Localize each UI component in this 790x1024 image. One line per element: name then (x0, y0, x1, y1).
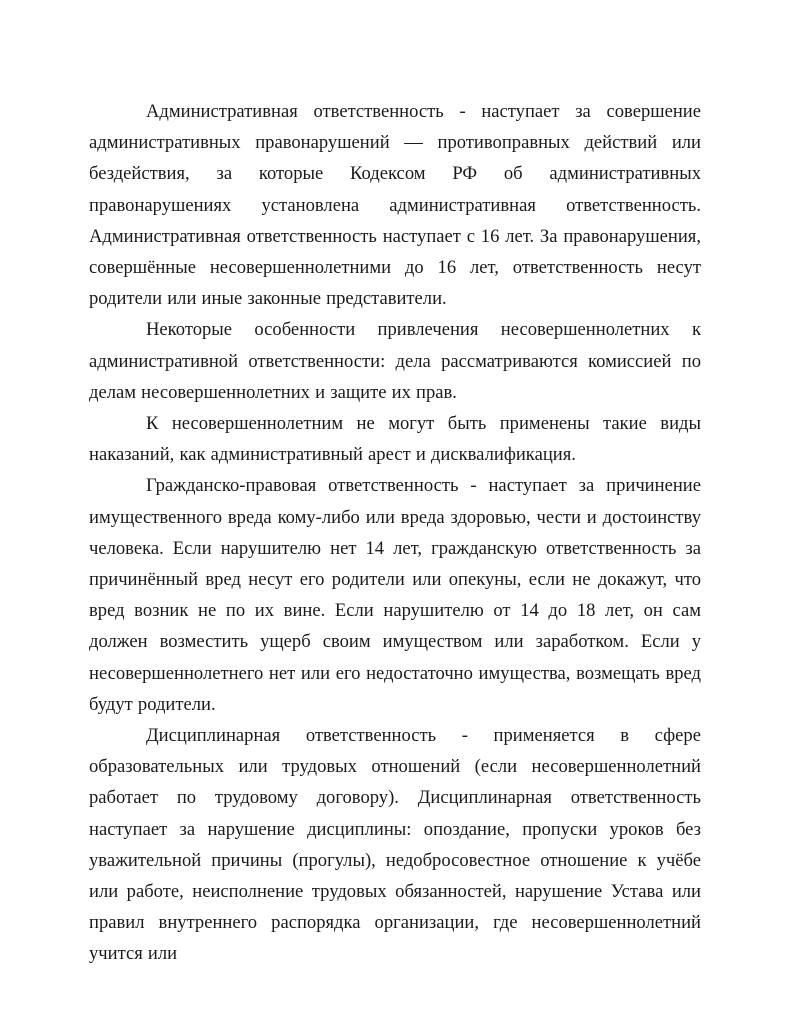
paragraph-minors-features: Некоторые особенности привлечения несовершеннолетних к административной ответственности: дела рассматриваются комиссией по делам несовершеннолетних и защите их прав. (89, 319, 701, 403)
document-body (89, 96, 701, 970)
paragraph-administrative-liability: Административная ответственность - наступает за совершение административных правонарушений — противоправных действий или бездействия, за которые Кодексом РФ об административных правонарушениях установлена административная ответственность. Административная ответственность наступает с 16 лет. За правонарушения, совершённые несовершеннолетними до 16 лет, ответственность несут родители или иные законные представители. (89, 101, 701, 310)
paragraph-disciplinary-liability: Дисциплинарная ответственность - применяется в сфере образовательных или трудовых отношений (если несовершеннолетний работает по трудовому договору). Дисциплинарная ответственность наступает за нарушение дисциплины: опоздание, пропуски уроков без уважительной причины (прогулы), недобросовестное отношение к учёбе или работе, неисполнение трудовых обязанностей, нарушение Устава или правил внутреннего распорядка организации, где несовершеннолетний учится или (89, 725, 701, 965)
paragraph-penalty-restrictions: К несовершеннолетним не могут быть применены такие виды наказаний, как административный арест и дисквалификация. (89, 413, 701, 466)
paragraph-civil-liability: Гражданско-правовая ответственность - наступает за причинение имущественного вреда кому-либо или вреда здоровью, чести и достоинству человека. Если нарушителю нет 14 лет, гражданскую ответственность за причинённый вред несут его родители или опекуны, если не докажут, что вред возник не по их вине. Если нарушителю от 14 до 18 лет, он сам должен возместить ущерб своим имуществом или заработком. Если у несовершеннолетнего нет или его недостаточно имущества, возмещать вред будут родители. (89, 475, 701, 715)
